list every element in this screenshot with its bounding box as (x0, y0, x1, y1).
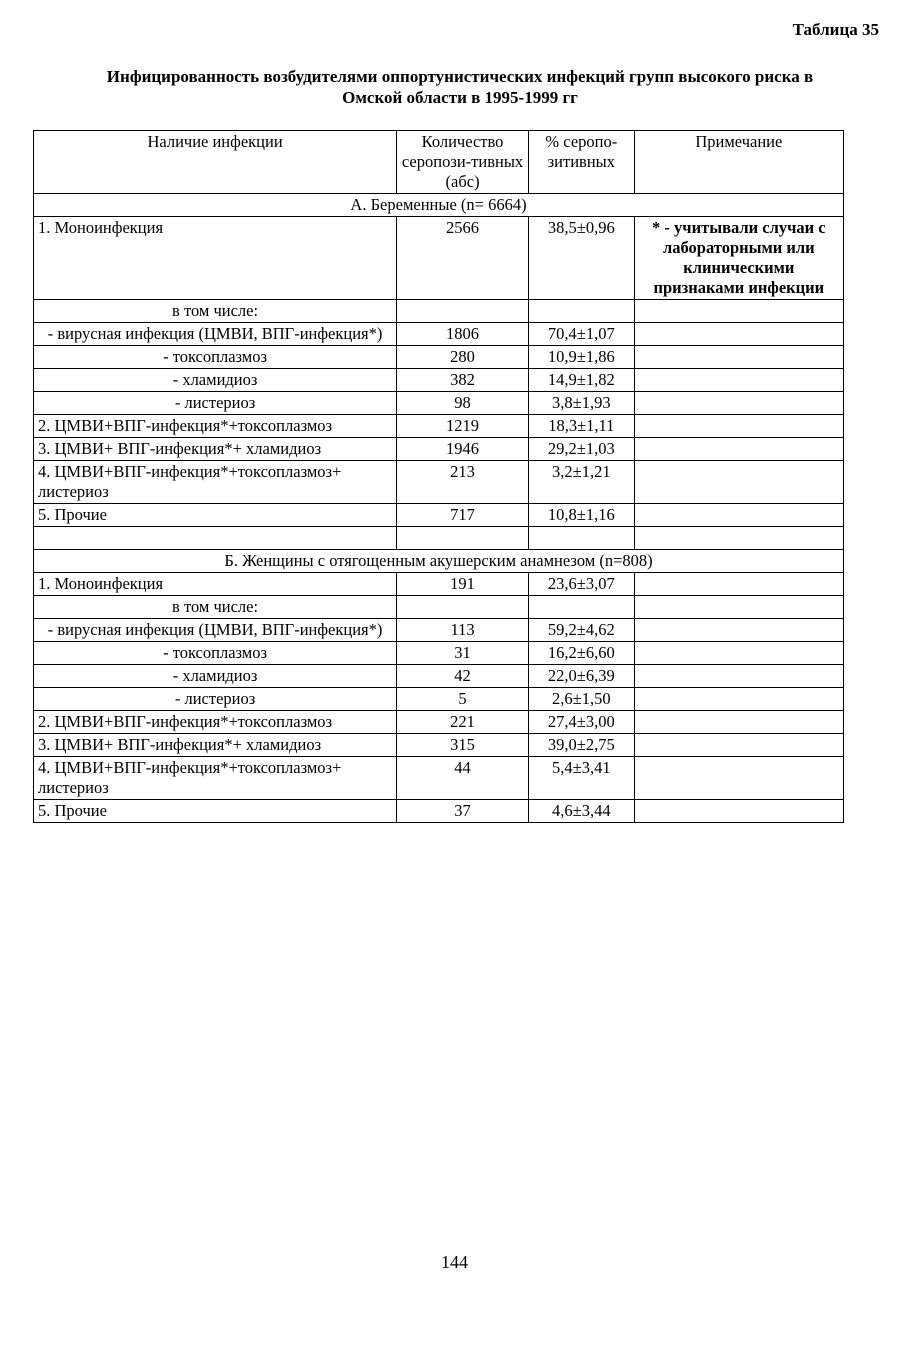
row-label: 3. ЦМВИ+ ВПГ-инфекция*+ хламидиоз (34, 438, 397, 461)
empty-cell (397, 527, 529, 550)
header-infection: Наличие инфекции (34, 131, 397, 194)
row-note (634, 346, 843, 369)
table-row (34, 323, 844, 346)
table-row (34, 734, 844, 757)
row-count: 315 (397, 734, 529, 757)
table-row (34, 300, 844, 323)
row-percent: 39,0±2,75 (528, 734, 634, 757)
row-count: 1806 (397, 323, 529, 346)
row-percent: 3,2±1,21 (528, 461, 634, 504)
row-note (634, 734, 843, 757)
row-count: 280 (397, 346, 529, 369)
row-count: 2566 (397, 217, 529, 300)
row-count: 717 (397, 504, 529, 527)
row-label: - листериоз (34, 688, 397, 711)
row-count: 37 (397, 800, 529, 823)
row-note (634, 504, 843, 527)
row-percent: 10,9±1,86 (528, 346, 634, 369)
row-label: 4. ЦМВИ+ВПГ-инфекция*+токсоплазмоз+ листериоз (34, 757, 397, 800)
row-percent: 29,2±1,03 (528, 438, 634, 461)
row-percent (528, 300, 634, 323)
table-row (34, 800, 844, 823)
row-note (634, 369, 843, 392)
row-count: 44 (397, 757, 529, 800)
section-a-title: А. Беременные (n= 6664) (34, 194, 844, 217)
row-note (634, 711, 843, 734)
empty-row (34, 527, 844, 550)
table-row (34, 392, 844, 415)
row-label: в том числе: (34, 596, 397, 619)
row-percent: 38,5±0,96 (528, 217, 634, 300)
row-note (634, 573, 843, 596)
table-row (34, 596, 844, 619)
table-row (34, 711, 844, 734)
table-row (34, 346, 844, 369)
title-line-2: Омской области в 1995-1999 гг (342, 88, 578, 107)
row-percent: 59,2±4,62 (528, 619, 634, 642)
empty-cell (528, 527, 634, 550)
row-label: - хламидиоз (34, 369, 397, 392)
row-note (634, 323, 843, 346)
title-line-1: Инфицированность возбудителями оппортунистических инфекций групп высокого риска в (106, 67, 814, 86)
table-row (34, 217, 844, 300)
row-note (634, 300, 843, 323)
row-count: 1219 (397, 415, 529, 438)
row-percent: 70,4±1,07 (528, 323, 634, 346)
table-number-label: Таблица 35 (792, 20, 879, 39)
table-row (34, 415, 844, 438)
row-label: 1. Моноинфекция (34, 217, 397, 300)
row-note (634, 619, 843, 642)
row-count: 42 (397, 665, 529, 688)
table-row (34, 757, 844, 800)
section-a-row (34, 194, 844, 217)
row-percent (528, 596, 634, 619)
row-count: 213 (397, 461, 529, 504)
row-count: 191 (397, 573, 529, 596)
row-note (634, 415, 843, 438)
table-row (34, 573, 844, 596)
row-count: 221 (397, 711, 529, 734)
row-note (634, 392, 843, 415)
row-count (397, 596, 529, 619)
document-title (40, 66, 880, 108)
table-row (34, 619, 844, 642)
row-count: 31 (397, 642, 529, 665)
row-label: 3. ЦМВИ+ ВПГ-инфекция*+ хламидиоз (34, 734, 397, 757)
section-b-row (34, 550, 844, 573)
row-note (634, 757, 843, 800)
section-b-title: Б. Женщины с отягощенным акушерским анамнезом (n=808) (34, 550, 844, 573)
row-count: 98 (397, 392, 529, 415)
header-count: Количество серопози-тивных (абс) (397, 131, 529, 194)
table-row (34, 665, 844, 688)
table-row (34, 504, 844, 527)
row-percent: 18,3±1,11 (528, 415, 634, 438)
row-label: 2. ЦМВИ+ВПГ-инфекция*+токсоплазмоз (34, 711, 397, 734)
table-row (34, 688, 844, 711)
row-label: - вирусная инфекция (ЦМВИ, ВПГ-инфекция*) (34, 619, 397, 642)
empty-cell (34, 527, 397, 550)
row-label: 5. Прочие (34, 504, 397, 527)
row-note (634, 800, 843, 823)
row-count (397, 300, 529, 323)
row-label: - вирусная инфекция (ЦМВИ, ВПГ-инфекция*) (34, 323, 397, 346)
row-label: 1. Моноинфекция (34, 573, 397, 596)
row-note (634, 642, 843, 665)
row-percent: 10,8±1,16 (528, 504, 634, 527)
row-note (634, 688, 843, 711)
table-row (34, 369, 844, 392)
row-note (634, 596, 843, 619)
row-label: - листериоз (34, 392, 397, 415)
row-percent: 22,0±6,39 (528, 665, 634, 688)
row-label: - токсоплазмоз (34, 642, 397, 665)
row-label: - хламидиоз (34, 665, 397, 688)
header-row (34, 131, 844, 194)
row-label: - токсоплазмоз (34, 346, 397, 369)
header-note: Примечание (634, 131, 843, 194)
header-percent: % серопо-зитивных (528, 131, 634, 194)
row-count: 1946 (397, 438, 529, 461)
row-percent: 4,6±3,44 (528, 800, 634, 823)
table-row (34, 461, 844, 504)
row-count: 113 (397, 619, 529, 642)
row-note: * - учитывали случаи с лабораторными или клиническими признаками инфекции (634, 217, 843, 300)
row-label: в том числе: (34, 300, 397, 323)
table-row (34, 642, 844, 665)
row-percent: 2,6±1,50 (528, 688, 634, 711)
table-row (34, 438, 844, 461)
row-label: 4. ЦМВИ+ВПГ-инфекция*+токсоплазмоз+ листериоз (34, 461, 397, 504)
row-note (634, 665, 843, 688)
page-number: 144 (441, 1252, 468, 1272)
row-percent: 14,9±1,82 (528, 369, 634, 392)
row-note (634, 438, 843, 461)
row-percent: 3,8±1,93 (528, 392, 634, 415)
infection-table (33, 130, 844, 823)
empty-cell (634, 527, 843, 550)
row-percent: 5,4±3,41 (528, 757, 634, 800)
row-count: 382 (397, 369, 529, 392)
row-count: 5 (397, 688, 529, 711)
row-label: 2. ЦМВИ+ВПГ-инфекция*+токсоплазмоз (34, 415, 397, 438)
row-percent: 27,4±3,00 (528, 711, 634, 734)
row-label: 5. Прочие (34, 800, 397, 823)
row-percent: 16,2±6,60 (528, 642, 634, 665)
row-note (634, 461, 843, 504)
row-percent: 23,6±3,07 (528, 573, 634, 596)
